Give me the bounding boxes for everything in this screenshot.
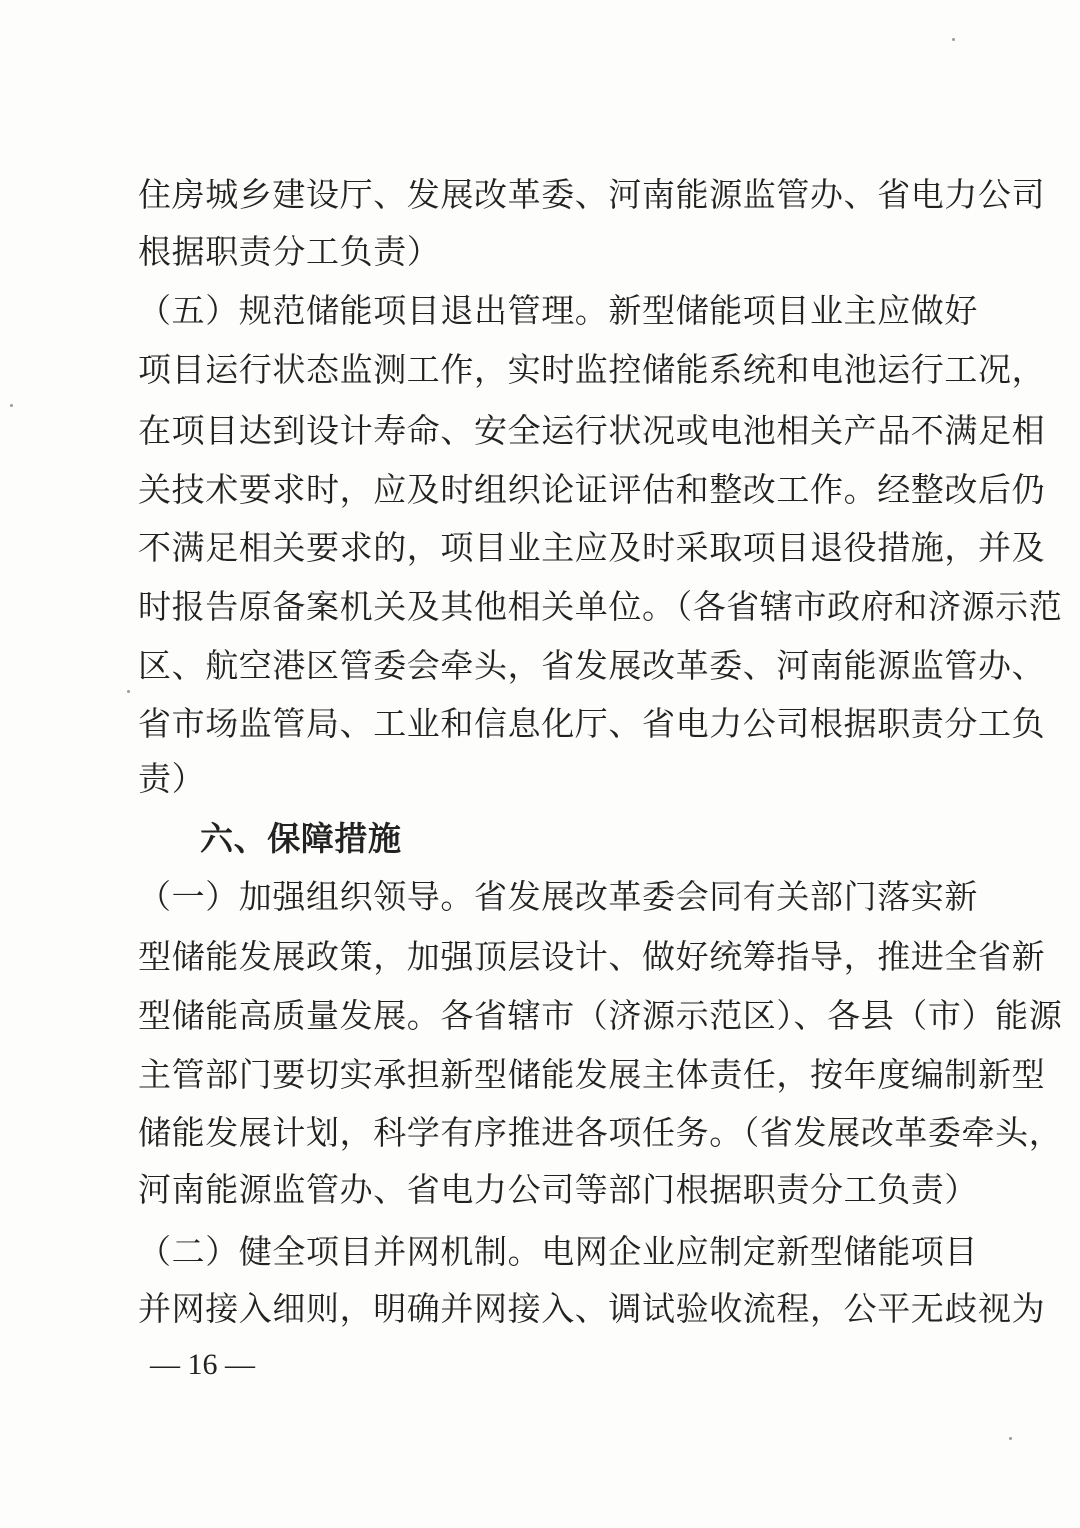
text-line: 储能发展计划，科学有序推进各项任务。（省发展改革委牵头， bbox=[138, 1113, 1063, 1152]
text-line: 不满足相关要求的，项目业主应及时采取项目退役措施，并及 bbox=[138, 528, 1046, 567]
text-line: 并网接入细则，明确并网接入、调试验收流程，公平无歧视为 bbox=[138, 1289, 1046, 1328]
text-line: 省市场监管局、工业和信息化厅、省电力公司根据职责分工负 bbox=[138, 704, 1046, 743]
paragraph-heading-line: （五）规范储能项目退出管理。新型储能项目业主应做好 bbox=[138, 291, 978, 330]
scan-speck bbox=[127, 690, 130, 693]
text-line: 住房城乡建设厅、发展改革委、河南能源监管办、省电力公司 bbox=[138, 175, 1046, 214]
scan-speck bbox=[10, 404, 13, 407]
page-number: — 16 — bbox=[150, 1348, 255, 1381]
scan-speck bbox=[1009, 1437, 1012, 1440]
text-line: 项目运行状态监测工作，实时监控储能系统和电池运行工况， bbox=[138, 350, 1046, 389]
text-line: 根据职责分工负责） bbox=[138, 232, 441, 271]
text-line: 时报告原备案机关及其他相关单位。（各省辖市政府和济源示范 bbox=[138, 587, 1063, 626]
scan-speck bbox=[952, 38, 955, 41]
text-line: 关技术要求时，应及时组织论证评估和整改工作。经整改后仍 bbox=[138, 470, 1046, 509]
text-line: 河南能源监管办、省电力公司等部门根据职责分工负责） bbox=[138, 1170, 978, 1209]
text-line: 型储能高质量发展。各省辖市（济源示范区）、各县（市）能源 bbox=[138, 996, 1063, 1035]
paragraph-heading-line: （二）健全项目并网机制。电网企业应制定新型储能项目 bbox=[138, 1232, 978, 1271]
text-line: 在项目达到设计寿命、安全运行状况或电池相关产品不满足相 bbox=[138, 411, 1046, 450]
section-heading: 六、保障措施 bbox=[200, 819, 402, 858]
text-line: 型储能发展政策，加强顶层设计、做好统筹指导，推进全省新 bbox=[138, 937, 1046, 976]
text-line: 区、航空港区管委会牵头，省发展改革委、河南能源监管办、 bbox=[138, 646, 1046, 685]
paragraph-heading-line: （一）加强组织领导。省发展改革委会同有关部门落实新 bbox=[138, 877, 978, 916]
text-line: 主管部门要切实承担新型储能发展主体责任，按年度编制新型 bbox=[138, 1055, 1046, 1094]
text-line: 责） bbox=[138, 759, 206, 798]
